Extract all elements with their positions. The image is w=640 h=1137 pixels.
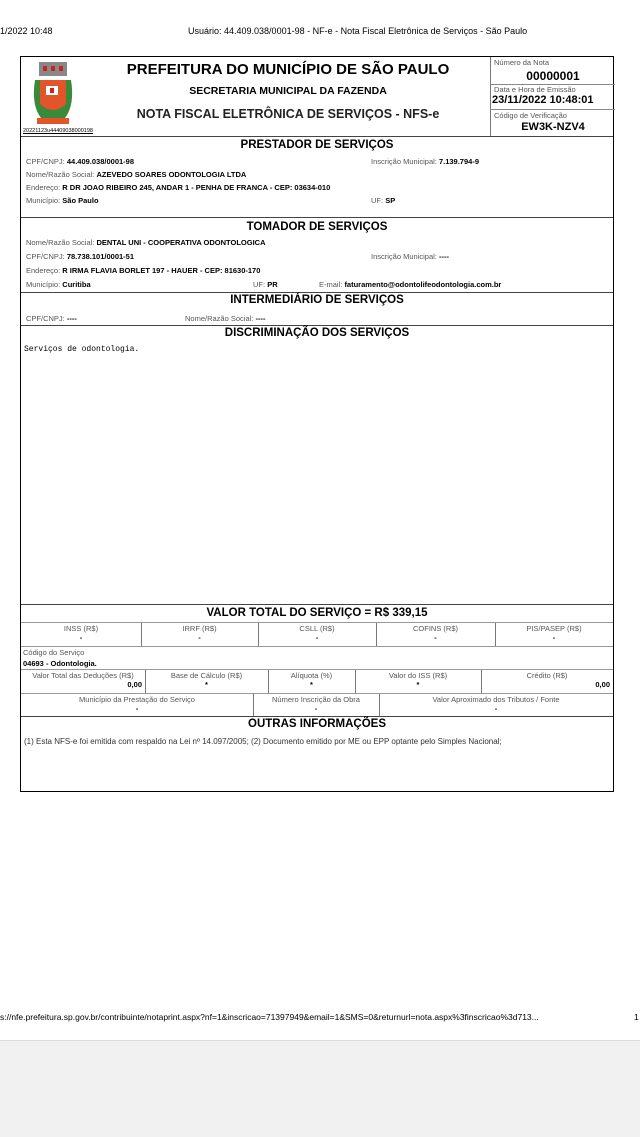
print-url: s://nfe.prefeitura.sp.gov.br/contribuinte/notaprint.aspx?nf=1&inscricao=71397949&email=1&SMS=0&returnurl=nota.aspx%3finscricao%3d713... (0, 1012, 539, 1022)
tomador-email: faturamento@odontolifeodontologia.com.br (344, 280, 502, 289)
extra-label: Número Inscrição da Obra (272, 695, 360, 704)
tomador-nome: DENTAL UNI - COOPERATIVA ODONTOLOGICA (96, 238, 266, 247)
calculo-value: * (205, 680, 208, 689)
calculo-value: 0,00 (595, 680, 610, 689)
codigo-verificacao: EW3K-NZV4 (521, 121, 585, 133)
tributos-cell (21, 624, 141, 642)
intermediario-nome: ---- (255, 314, 266, 323)
extra-value: - (135, 704, 139, 713)
label: CPF/CNPJ: (26, 157, 65, 166)
nfse-document (20, 56, 614, 792)
prestador-nome: AZEVEDO SOARES ODONTOLOGIA LTDA (96, 170, 247, 179)
prestador-cnpj: 44.409.038/0001-98 (66, 157, 135, 166)
tributos-cell (495, 624, 613, 642)
label: UF: (371, 196, 384, 205)
tributos-label: PIS/PASEP (R$) (526, 624, 582, 633)
extra-value: - (494, 704, 498, 713)
print-title: Usuário: 44.409.038/0001-98 - NF-e - Nota Fiscal Eletrônica de Serviços - São Paulo (188, 26, 528, 36)
codigo-servico-label: Código do Serviço (23, 648, 85, 657)
label: Nome/Razão Social: (26, 238, 95, 247)
label: Inscrição Municipal: (371, 157, 437, 166)
document-title: NOTA FISCAL ELETRÔNICA DE SERVIÇOS - NFS-e (136, 107, 440, 121)
tributos-value: - (198, 633, 201, 642)
calculo-label: Alíquota (%) (290, 671, 333, 680)
calculo-cell (355, 671, 481, 689)
tributos-value: - (79, 633, 83, 642)
tributos-cell (258, 624, 376, 642)
outras-text: (1) Esta NFS-e foi emitida com respaldo na Lei nº 14.097/2005; (2) Documento emitido por ME ou EPP optante pelo Simples Nacional; (24, 737, 502, 746)
calculo-value: * (310, 680, 313, 689)
tributos-cell (141, 624, 258, 642)
extra-cell (379, 695, 613, 713)
tributos-cell (376, 624, 495, 642)
data-label: Data e Hora de Emissão (494, 85, 576, 94)
tomador-title: TOMADOR DE SERVIÇOS (246, 221, 388, 233)
label: Endereço: (26, 183, 61, 192)
tributos-value: - (315, 633, 319, 642)
tributos-label: IRRF (R$) (182, 624, 217, 633)
extra-label: Valor Aproximado dos Tributos / Fonte (432, 695, 560, 704)
intermediario-title: INTERMEDIÁRIO DE SERVIÇOS (230, 294, 404, 306)
prestador-uf: SP (385, 196, 396, 205)
numero-label: Número da Nota (494, 58, 550, 67)
tributos-label: INSS (R$) (63, 624, 99, 633)
calculo-label: Crédito (R$) (526, 671, 568, 680)
label: E-mail: (319, 280, 343, 289)
tomador-endereco: R IRMA FLAVIA BORLET 197 - HAUER - CEP: 81630-170 (62, 266, 261, 275)
valor-total: VALOR TOTAL DO SERVIÇO = R$ 339,15 (206, 607, 428, 619)
sao-paulo-coat-of-arms-icon (31, 60, 75, 132)
page-number: 1 (634, 1012, 639, 1022)
prestador-im: 7.139.794-9 (438, 157, 479, 166)
label: Município: (26, 196, 61, 205)
outras-title: OUTRAS INFORMAÇÕES (248, 718, 386, 730)
tributos-label: COFINS (R$) (413, 624, 458, 633)
extra-cell (21, 695, 253, 713)
calculo-cell (145, 671, 268, 689)
barcode-text: 20221123u44409038000198 (23, 128, 93, 134)
codigo-label: Código de Verificação (494, 111, 567, 120)
prestador-municipio: São Paulo (62, 196, 99, 205)
discriminacao-text: Serviços de odontologia. (24, 345, 140, 354)
prestador-endereco: R DR JOAO RIBEIRO 245, ANDAR 1 - PENHA DE FRANCA - CEP: 03634-010 (62, 183, 331, 192)
label: CPF/CNPJ: (26, 252, 65, 261)
label: Nome/Razão Social: (185, 314, 254, 323)
calculo-cell (481, 671, 613, 689)
calculo-cell (268, 671, 355, 689)
tributos-label: CSLL (R$) (299, 624, 335, 633)
tomador-cnpj: 78.738.101/0001-51 (66, 252, 135, 261)
numero-nota: 00000001 (526, 69, 580, 83)
calculo-label: Base de Cálculo (R$) (170, 671, 243, 680)
data-emissao: 23/11/2022 10:48:01 (492, 94, 594, 106)
label: Inscrição Municipal: (371, 252, 437, 261)
calculo-value: * (416, 680, 420, 689)
print-date: 1/2022 10:48 (0, 26, 53, 36)
label: UF: (253, 280, 266, 289)
label: CPF/CNPJ: (26, 314, 65, 323)
tomador-uf: PR (267, 280, 278, 289)
codigo-servico: 04693 - Odontologia. (23, 659, 97, 668)
prefeitura-title: PREFEITURA DO MUNICÍPIO DE SÃO PAULO (126, 61, 450, 78)
tomador-im: ---- (438, 252, 449, 261)
extra-cell (253, 695, 379, 713)
intermediario-cnpj: ---- (66, 314, 77, 323)
tomador-municipio: Curitiba (62, 280, 91, 289)
extra-label: Município da Prestação do Serviço (79, 695, 195, 704)
tributos-value: - (434, 633, 437, 642)
label: Endereço: (26, 266, 61, 275)
calculo-value: 0,00 (127, 680, 142, 689)
label: Nome/Razão Social: (26, 170, 95, 179)
calculo-cell (21, 671, 145, 689)
secretaria-subtitle: SECRETARIA MUNICIPAL DA FAZENDA (189, 85, 387, 97)
prestador-title: PRESTADOR DE SERVIÇOS (240, 139, 394, 151)
calculo-label: Valor do ISS (R$) (388, 671, 448, 680)
tributos-value: - (552, 633, 556, 642)
label: Município: (26, 280, 61, 289)
viewer-background (0, 1040, 640, 1137)
extra-value: - (314, 704, 318, 713)
discriminacao-title: DISCRIMINAÇÃO DOS SERVIÇOS (224, 327, 410, 339)
calculo-label: Valor Total das Deduções (R$) (32, 671, 134, 680)
